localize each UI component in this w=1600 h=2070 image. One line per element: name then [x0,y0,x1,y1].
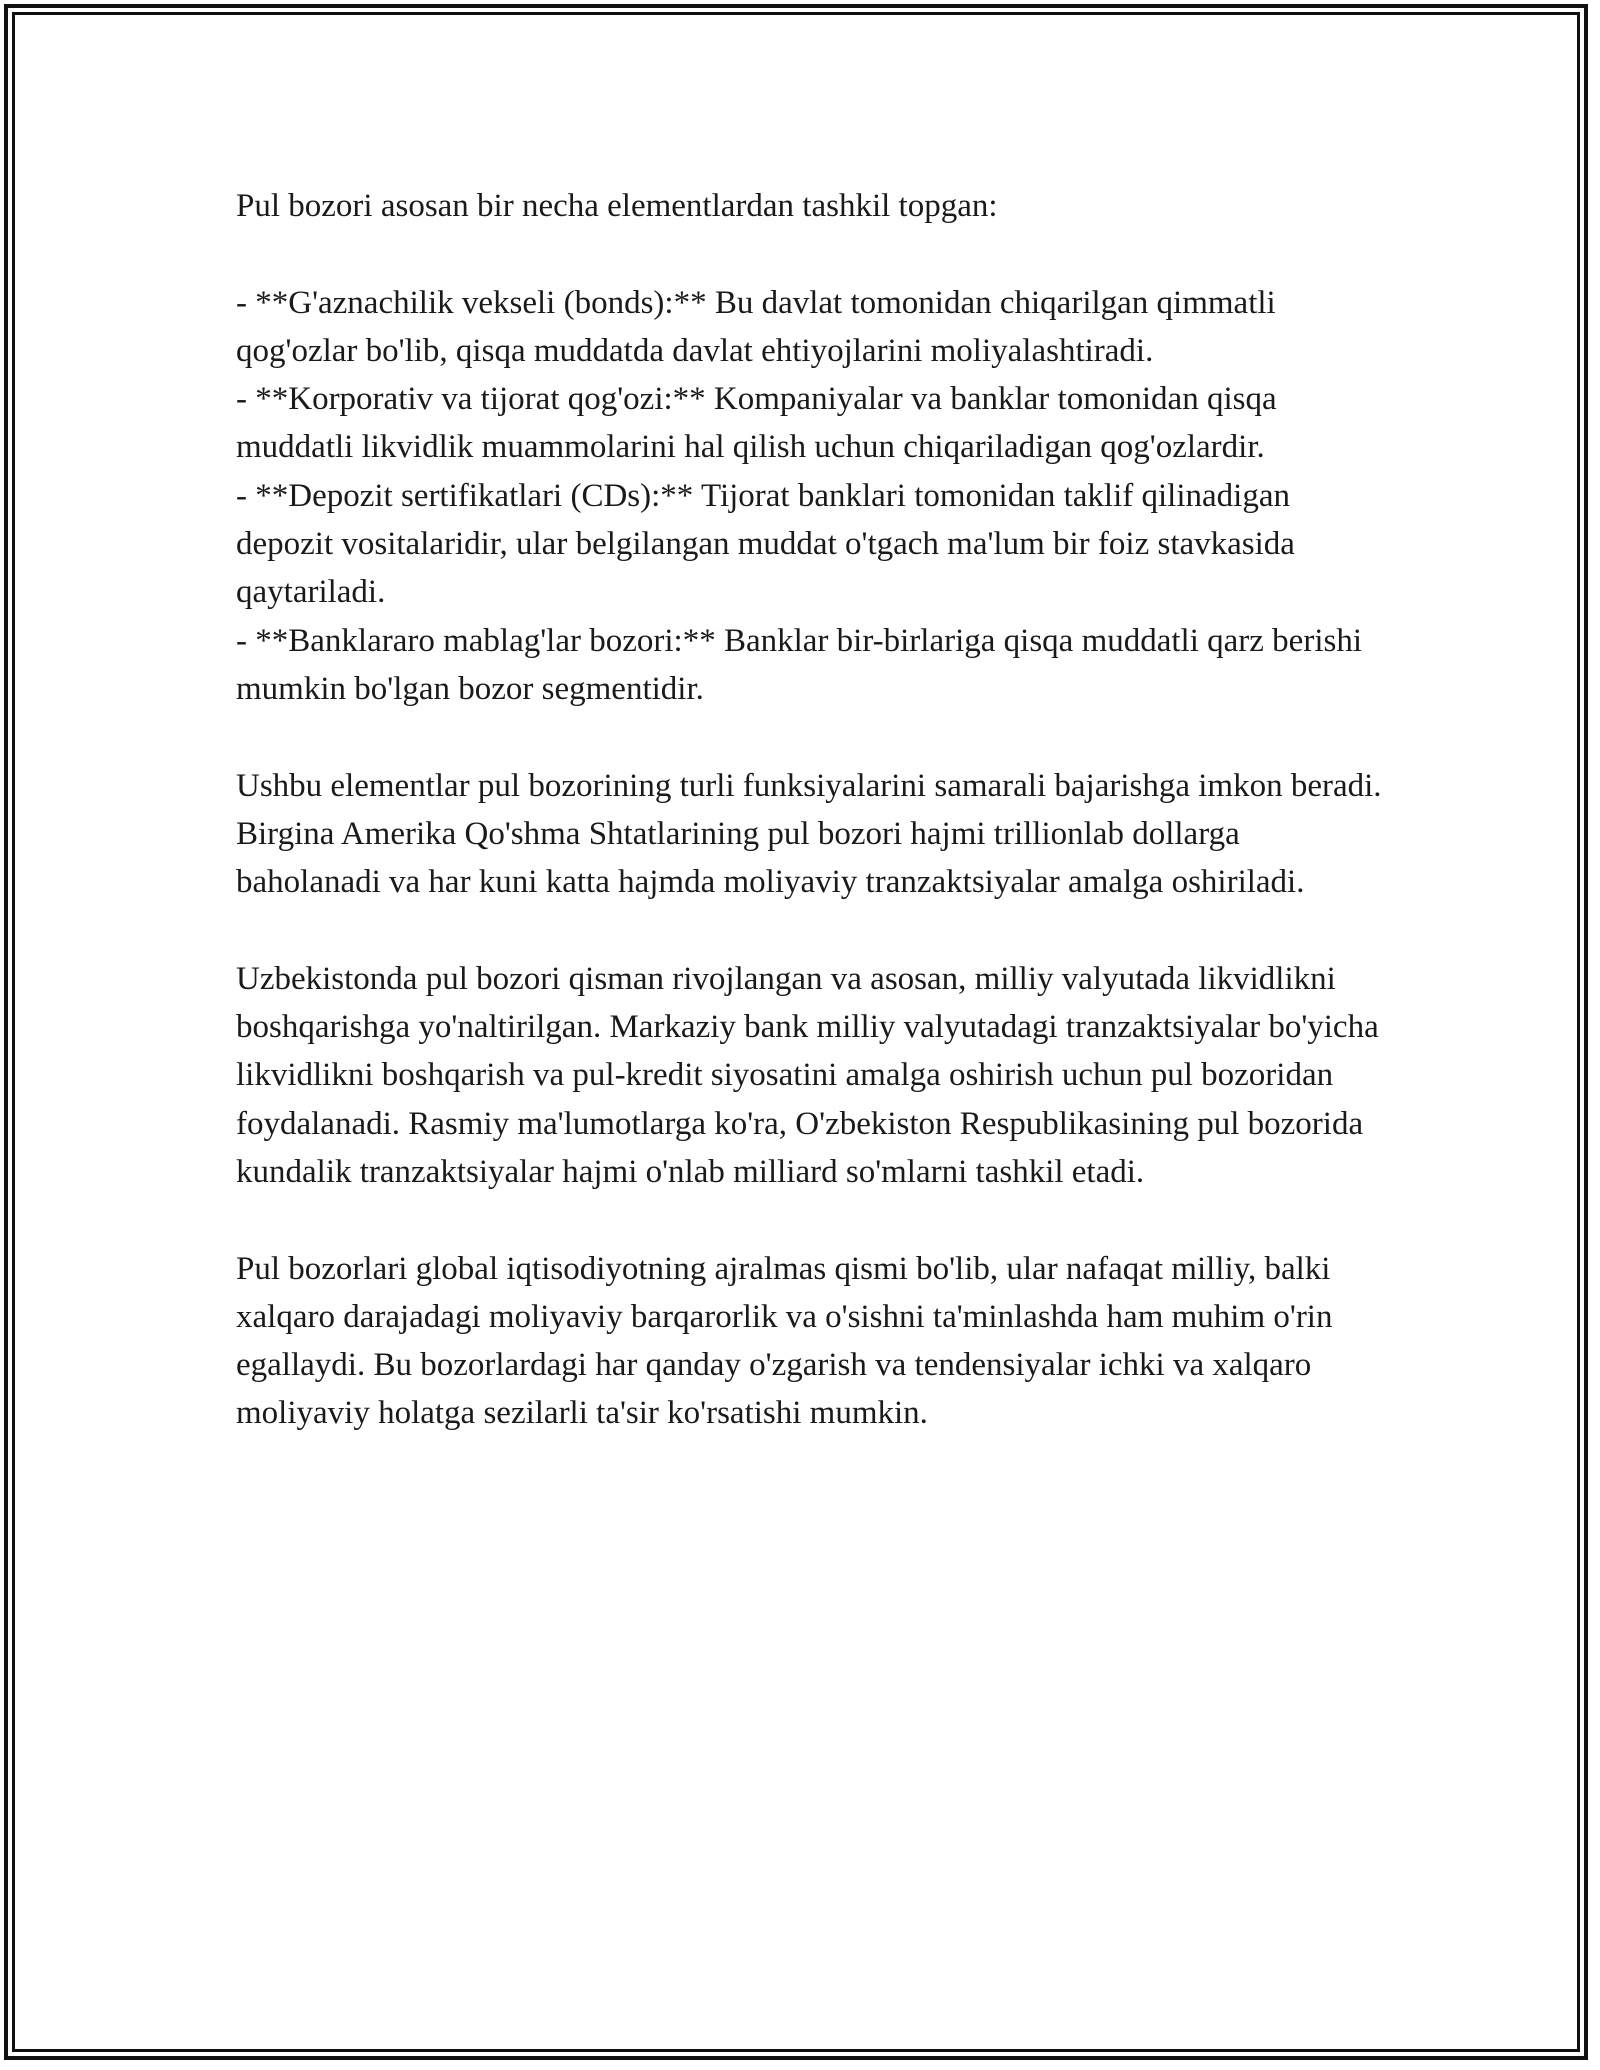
list-item: - **G'aznachilik vekseli (bonds):** Bu davlat tomonidan chiqarilgan qimmatli qog'ozlar bo'lib, qisqa muddatda davlat ehtiyojlarini moliyalashtiradi. [236,284,1276,369]
list-item: - **Banklararo mablag'lar bozori:** Banklar bir-birlariga qisqa muddatli qarz berishi mumkin bo'lgan bozor segmentidir. [236,622,1362,707]
body-paragraph: Uzbekistonda pul bozori qisman rivojlangan va asosan, milliy valyutada likvidlikni boshqarishga yo'naltirilgan. Markaziy bank milliy valyutadagi tranzaktsiyalar bo'yicha likvidlikni boshqarish va pul-kredit siyosatini amalga oshirish uchun pul bozoridan foydalanadi. Rasmiy ma'lumotlarga ko'ra, O'zbekiston Respublikasining pul bozorida kundalik tranzaktsiyalar hajmi o'nlab milliard so'mlarni tashkil etadi. [236,960,1379,1190]
intro-paragraph: Pul bozori asosan bir necha elementlardan tashkil topgan: [236,188,998,224]
body-paragraph: Pul bozorlari global iqtisodiyotning ajralmas qismi bo'lib, ular nafaqat milliy, balki xalqaro darajadagi moliyaviy barqarorlik va o'sishni ta'minlashda ham muhim o'rin egallaydi. Bu bozorlardagi har qanday o'zgarish va tendensiyalar ichki va xalqaro moliyaviy holatga sezilarli ta'sir ko'rsatishi mumkin. [236,1250,1333,1432]
elements-list [236,279,1386,714]
document-body [236,182,1386,1438]
list-item: - **Depozit sertifikatlari (CDs):** Tijorat banklari tomonidan taklif qilinadigan depozit vositalaridir, ular belgilangan muddat o'tgach ma'lum bir foiz stavkasida qaytariladi. [236,477,1295,611]
list-item: - **Korporativ va tijorat qog'ozi:** Kompaniyalar va banklar tomonidan qisqa muddatli likvidlik muammolarini hal qilish uchun chiqariladigan qog'ozlardir. [236,381,1277,466]
body-paragraph: Ushbu elementlar pul bozorining turli funksiyalarini samarali bajarishga imkon beradi. Birgina Amerika Qo'shma Shtatlarining pul bozori hajmi trillionlab dollarga baholanadi va har kuni katta hajmda moliyaviy tranzaktsiyalar amalga oshiriladi. [236,767,1382,901]
